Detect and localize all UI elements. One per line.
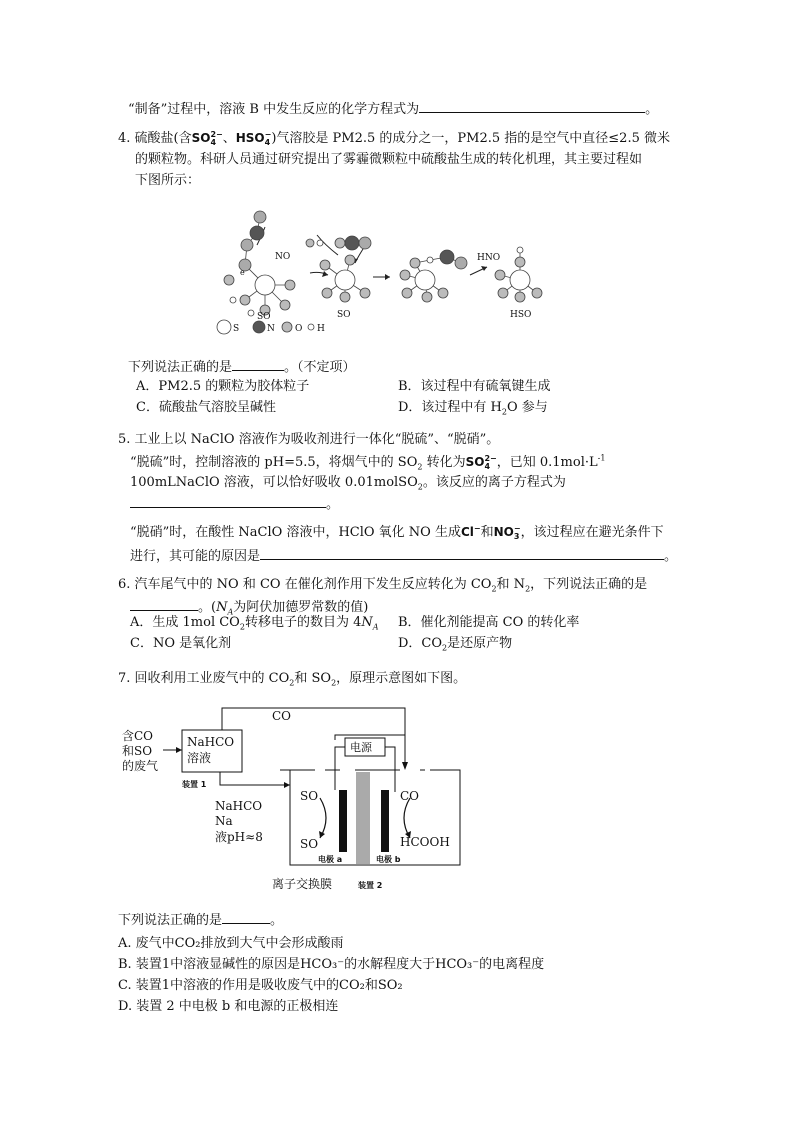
q6-opt-d-b: 是还原产物 <box>447 636 513 651</box>
q6-opt-a-a: A．生成 1mol CO <box>130 615 240 630</box>
solution-label-2: Na <box>215 814 233 828</box>
q5-line3-a: 100mLNaClO 溶液，可以恰好吸收 0.01molSO <box>130 475 418 490</box>
q6-option-c[interactable]: C．NO 是氧化剂 <box>130 636 232 651</box>
so3-label-2: SO <box>337 310 351 320</box>
no2-label: NO <box>275 252 291 262</box>
q7-option-a[interactable]: A. 废气中CO₂排放到大气中会形成酸雨 <box>118 936 344 951</box>
hno2-label: HNO <box>477 253 501 263</box>
q5-line5-a: “脱硝”时，在酸性 NaClO 溶液中，HClO 氧化 NO 生成 <box>130 525 461 540</box>
q7-option-c[interactable]: C. 装置1中溶液的作用是吸收废气中的CO₂和SO₂ <box>118 978 403 993</box>
answer-blank[interactable] <box>222 910 270 924</box>
answer-blank[interactable] <box>232 357 284 371</box>
q7-line1: 7. 回收利用工业废气中的 $CO_2$和 $SO_2$，原理示意图如下图。 <box>118 671 467 688</box>
q7-line1-b: 和 SO <box>294 671 332 686</box>
q5-line5-b: 和 <box>480 525 494 540</box>
q7-prompt-end: 。 <box>270 913 284 928</box>
q5-line4-end: 。 <box>326 497 340 512</box>
hcooh-label: HCOOH <box>400 835 450 849</box>
hso4-label: HSO <box>510 310 532 320</box>
q6-line2-tail: 为阿伏加德罗常数的值) <box>233 600 369 615</box>
q4-line1-b: )气溶胶是 PM2.5 的成分之一，PM2.5 指的是空气中直径≤2.5 微米 <box>271 131 670 146</box>
q4-option-a[interactable]: A．PM2.5 的颗粒为胶体粒子 <box>136 379 310 394</box>
electrode-a-label: 电极 a <box>318 855 343 864</box>
legend-n: N <box>267 324 275 334</box>
power-supply-label: 电源 <box>350 741 372 754</box>
q4-line1-sep: 、 <box>222 131 236 146</box>
q5-line5-c: ，该过程应在避光条件下 <box>520 525 664 540</box>
electrode-b-label: 电极 b <box>376 855 401 864</box>
gas-label-3: 的废气 <box>122 759 159 773</box>
q6-line1-c: ，下列说法正确的是 <box>530 577 648 592</box>
q7-prompt-line <box>118 910 283 930</box>
q7-option-d[interactable]: D. 装置 2 中电极 b 和电源的正极相连 <box>118 999 339 1014</box>
q3-tail-end: 。 <box>645 102 659 117</box>
q4-option-c[interactable]: C．硫酸盐气溶胶呈碱性 <box>136 400 276 415</box>
q6-option-a[interactable]: A．生成 1mol $CO_2$转移电子的数目为 $4N_A$ <box>130 615 379 632</box>
q6-option-d[interactable]: D．$CO_2$是还原产物 <box>398 636 513 653</box>
device1-label: 装置 1 <box>182 780 207 789</box>
gas-label-1: 含CO <box>122 729 154 743</box>
answer-blank[interactable] <box>130 494 326 508</box>
q6-line1-b: 和 N <box>496 577 526 592</box>
q6-line2-end: 。( <box>198 600 217 615</box>
sulfate-ion: SO 2− 4 <box>465 453 497 471</box>
q4-opt-d-b: O 参与 <box>507 400 548 415</box>
q4-prompt-end: 。（不定项） <box>284 360 356 375</box>
q4-line1-a: 4. 硫酸盐(含 <box>118 131 192 146</box>
q6-line1-a: 6. 汽车尾气中的 NO 和 CO 在催化剂作用下发生反应转化为 CO <box>118 577 492 592</box>
q3-tail-text: “制备”过程中，溶液 B 中发生反应的化学方程式为 <box>128 102 420 117</box>
q7-line1-a: 7. 回收利用工业废气中的 CO <box>118 671 290 686</box>
q4-opt-d-a: D．该过程中有 H <box>398 400 502 415</box>
q7-prompt: 下列说法正确的是 <box>118 913 223 928</box>
q6-opt-a-b: 转移电子的数目为 4 <box>244 615 362 630</box>
solution-label-3: 液pH≈8 <box>215 830 263 844</box>
q5-line6 <box>130 546 677 566</box>
device2-label: 装置 2 <box>358 881 383 890</box>
so4-ion-label: SO <box>300 837 319 851</box>
co2-right-label: CO <box>400 789 420 803</box>
q6-option-b[interactable]: B．催化剂能提高 CO 的转化率 <box>398 615 580 630</box>
q5-line6-a: 进行，其可能的原因是 <box>130 549 261 564</box>
q6-opt-d-a: D．CO <box>398 636 443 651</box>
solution-label-1: NaHCO <box>215 799 263 813</box>
legend-o: O <box>295 324 303 334</box>
so3-ion-label: SO <box>300 789 319 803</box>
q5-line3-b: 。该反应的离子方程式为 <box>422 475 566 490</box>
gas-label-2: 和SO <box>122 744 153 758</box>
nitrate-ion: NO − 3 <box>493 523 521 541</box>
q4-line3: 下图所示： <box>135 173 201 188</box>
q5-line6-end: 。 <box>664 549 678 564</box>
q5-line2-c: ，已知 0.1mol·L <box>496 455 598 470</box>
bisulfate-ion: HSO − 4 <box>235 129 272 147</box>
q5-line5 <box>130 523 664 542</box>
q5-line4 <box>130 494 339 514</box>
q7-option-b[interactable]: B. 装置1中溶液显碱性的原因是HCO₃⁻的水解程度大于HCO₃⁻的电离程度 <box>118 957 545 972</box>
q5-line2-a: “脱硫”时，控制溶液的 pH=5.5，将烟气中的 SO <box>130 455 418 470</box>
q4-prompt-line <box>128 357 356 377</box>
q5-line2: “脱硫”时，控制溶液的 pH=5.5，将烟气中的 $SO_2$ 转化为SO 2− 4 ，已知 $0.1mol\cdot L^{-1}$ <box>130 453 606 472</box>
sulfate-ion: SO 2− 4 <box>191 129 223 147</box>
q5-line1: 5. 工业上以 NaClO 溶液作为吸收剂进行一体化“脱硫”、“脱硝”。 <box>118 432 500 447</box>
sulfate-mechanism-diagram <box>215 205 555 340</box>
q5-line3: 100mLNaClO 溶液，可以恰好吸收 0.01molSO$_2$。该反应的离子方程式为 <box>130 475 566 492</box>
box1-label-a: NaHCO <box>187 735 235 749</box>
box1-label-b: 溶液 <box>187 751 212 765</box>
q5-line2-b: 转化为 <box>426 455 466 470</box>
legend-s: S <box>233 324 240 334</box>
q4-prompt: 下列说法正确的是 <box>128 360 233 375</box>
q4-line1 <box>118 129 670 148</box>
membrane-label: 离子交换膜 <box>272 877 333 891</box>
answer-blank[interactable] <box>419 99 645 113</box>
q7-line1-c: ，原理示意图如下图。 <box>336 671 467 686</box>
answer-blank[interactable] <box>260 546 664 560</box>
q6-line2: 。($N_A$为阿伏加德罗常数的值) <box>130 597 368 617</box>
q4-line2: 的颗粒物。科研人员通过研究提出了雾霾微颗粒中硫酸盐生成的转化机理，其主要过程如 <box>135 152 643 167</box>
electrolysis-diagram <box>120 700 480 895</box>
chloride-ion: Cl− <box>460 524 481 539</box>
q4-option-b[interactable]: B．该过程中有硫氧键生成 <box>398 379 551 394</box>
electron-label: e <box>240 268 245 277</box>
so3-label-1: SO <box>257 312 271 322</box>
q4-option-d[interactable]: D．该过程中有 $H_2O$ 参与 <box>398 400 548 417</box>
legend-h: H <box>317 324 325 334</box>
answer-blank[interactable] <box>130 597 198 611</box>
avogadro-symbol: N <box>216 600 228 615</box>
co2-top-label: CO <box>272 709 292 723</box>
q3-tail-line <box>128 99 658 119</box>
q6-line1: 6. 汽车尾气中的 NO 和 CO 在催化剂作用下发生反应转化为 $CO_2$和 $N_2$，下列说法正确的是 <box>118 577 648 594</box>
